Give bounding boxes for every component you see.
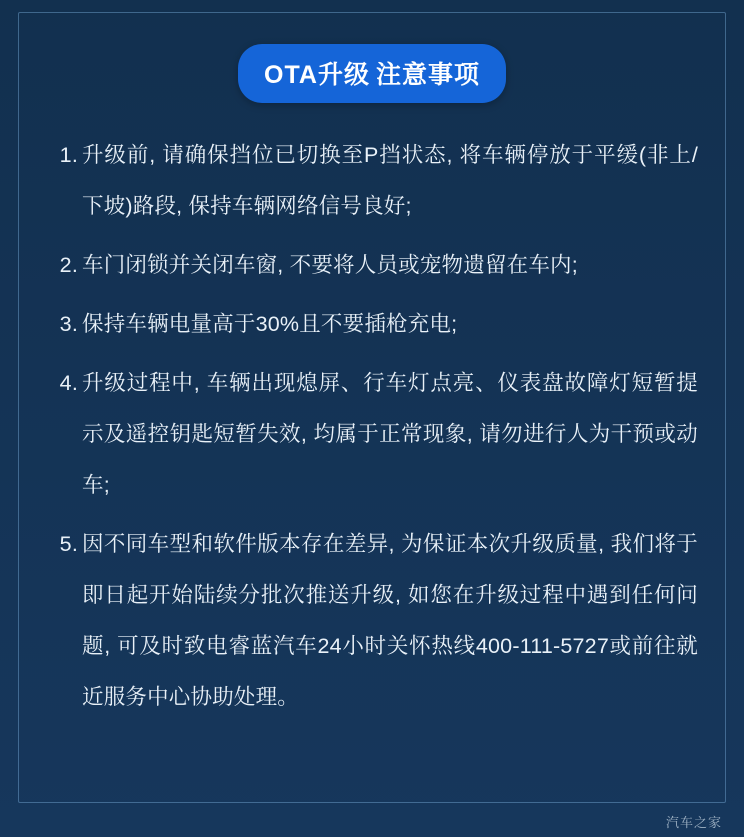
notice-list (52, 130, 698, 723)
list-item-number: 2. (59, 253, 78, 277)
list-item (52, 299, 698, 350)
list-item (52, 130, 698, 232)
list-item-text: 升级过程中, 车辆出现熄屏、行车灯点亮、仪表盘故障灯短暂提示及遥控钥匙短暂失效, 均属于正常现象, 请勿进行人为干预或动车; (82, 371, 698, 497)
watermark: 汽车之家 (665, 815, 722, 830)
title-sub: 注意事项 (375, 61, 480, 89)
list-item-text: 车门闭锁并关闭车窗, 不要将人员或宠物遗留在车内; (82, 253, 578, 277)
list-item-text: 升级前, 请确保挡位已切换至P挡状态, 将车辆停放于平缓(非上/下坡)路段, 保持车辆网络信号良好; (82, 143, 698, 218)
list-item-text: 保持车辆电量高于30%且不要插枪充电; (82, 312, 458, 336)
list-item-text: 因不同车型和软件版本存在差异, 为保证本次升级质量, 我们将于即日起开始陆续分批次推送升级, 如您在升级过程中遇到任何问题, 可及时致电睿蓝汽车24小时关怀热线400-111-5727或前往就近服务中心协助处理。 (82, 532, 698, 709)
title-main: OTA升级 (264, 61, 370, 89)
list-item (52, 240, 698, 291)
notice-content (52, 130, 698, 731)
title-container (0, 44, 744, 103)
page-title-badge (238, 44, 506, 103)
list-item (52, 519, 698, 723)
list-item (52, 358, 698, 511)
list-item-number: 3. (59, 312, 78, 336)
list-item-number: 1. (59, 143, 78, 167)
list-item-number: 5. (59, 532, 78, 556)
list-item-number: 4. (59, 371, 78, 395)
